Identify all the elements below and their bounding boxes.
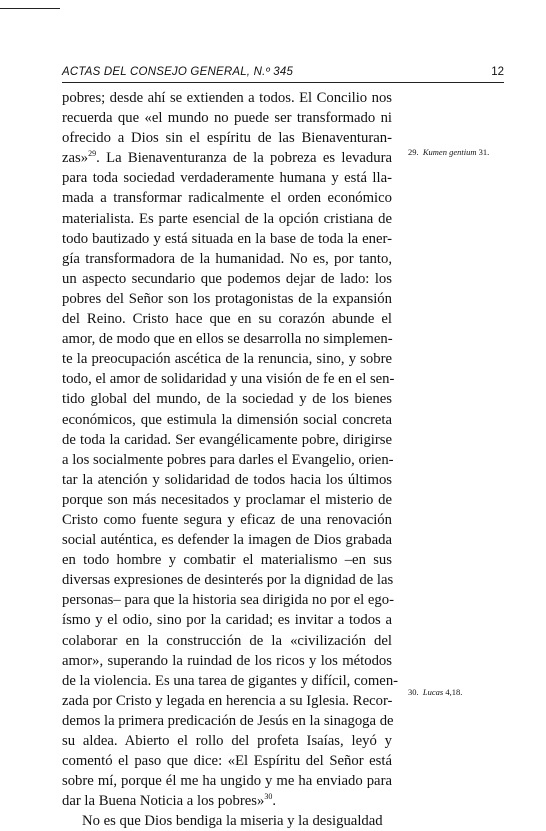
text-line	[62, 209, 392, 229]
text-line	[62, 229, 392, 249]
text-line	[62, 691, 392, 711]
line-text: No es que Dios bendiga la miseria y la desigualdad	[82, 813, 383, 830]
text-line	[62, 329, 392, 349]
text-line	[62, 168, 392, 188]
text-line	[62, 188, 392, 208]
top-corner-rule	[0, 8, 60, 9]
text-line	[62, 249, 392, 269]
text-line	[62, 651, 392, 671]
line-text: demos la primera predicación de Jesús en la sinagoga de	[62, 712, 394, 729]
page-number: 12	[491, 66, 504, 78]
text-line	[62, 88, 392, 108]
text-line	[62, 430, 392, 450]
footnote-ref: 31.	[478, 147, 490, 157]
text-line	[62, 751, 392, 771]
text-line	[62, 530, 392, 550]
text-line	[62, 410, 392, 430]
line-text: ísmo y el odio, sino por la caridad; es invitar a todos a	[62, 612, 392, 629]
running-header	[62, 64, 504, 82]
footnote-source: Lucas	[422, 687, 444, 697]
footnote-marker: 30	[264, 792, 273, 802]
text-line	[62, 570, 392, 590]
footnote-number: 30.	[408, 687, 419, 697]
line-text: tar la atención y solidaridad de todos hacia los últimos	[62, 471, 392, 488]
text-line	[62, 309, 392, 329]
line-text: sobre mí, porque él me ha ungido y me ha enviado para	[62, 773, 392, 790]
journal-title: ACTAS DEL CONSEJO GENERAL, N.º 345	[62, 66, 294, 78]
line-text: colaborar en la construcción de la «civilización del	[62, 632, 392, 649]
line-text: económicos, que estimula la dimensión social concreta	[62, 411, 392, 428]
line-text: Cristo como fuente segura y eficaz de una renovación	[62, 511, 392, 528]
text-line	[62, 108, 392, 128]
header-rule	[62, 82, 504, 83]
line-text: del Reino. Cristo hace que en su corazón abunde el	[62, 311, 392, 328]
text-line	[62, 450, 392, 470]
text-line	[62, 510, 392, 530]
line-text: zada por Cristo y legada en herencia a su Iglesia. Recor-	[62, 692, 393, 709]
text-line	[62, 631, 392, 651]
footnote-source: Kumen gentium	[422, 147, 477, 157]
line-text: amor, de modo que en ellos se desarrolla no simplemen-	[62, 331, 393, 348]
line-text: materialista. Es parte esencial de la opción cristiana de	[62, 210, 392, 227]
text-line	[62, 731, 392, 751]
line-text: diversas expresiones de desinterés por la dignidad de las	[62, 572, 394, 589]
line-text: dar la Buena Noticia a los pobres»	[62, 793, 265, 810]
text-line	[62, 711, 392, 731]
text-line	[62, 590, 392, 610]
text-line	[62, 470, 392, 490]
text-line	[62, 490, 392, 510]
line-text: de la violencia. Es una tarea de gigantes y difícil, comen-	[62, 672, 399, 689]
text-line	[62, 791, 392, 811]
text-line	[62, 269, 392, 289]
line-text: de toda la caridad. Ser evangélicamente pobre, dirigirse	[62, 431, 392, 448]
line-text: a los socialmente pobres para darles el Evangelio, orien-	[62, 451, 394, 468]
line-text: comentó el paso que dice: «El Espíritu del Señor está	[62, 753, 392, 770]
line-text: te la preocupación ascética de la renuncia, sino, y sobre	[62, 351, 392, 368]
line-text: mada a transformar radicalmente el orden económico	[62, 190, 392, 207]
footnote-29	[408, 147, 489, 157]
text-line	[62, 550, 392, 570]
line-text: en todo hombre y combatir el materialismo –en sus	[62, 552, 392, 569]
line-text: pobres; desde ahí se extienden a todos. El Concilio nos	[62, 90, 392, 106]
text-line	[62, 389, 392, 409]
line-text: amor», superando la ruindad de los ricos y los métodos	[62, 652, 392, 669]
line-text: personas– para que la historia sea dirigida no por el ego-	[62, 592, 394, 609]
text-line	[62, 610, 392, 630]
line-text: su aldea. Abierto el rollo del profeta Isaías, leyó y	[62, 733, 392, 749]
text-line	[62, 771, 392, 791]
text-line	[62, 671, 399, 691]
line-text: gía transformadora de la humanidad. No es, por tanto,	[62, 250, 392, 267]
line-text: zas»	[62, 150, 89, 167]
line-text: tido global del mundo, de la sociedad y de los bienes	[62, 391, 392, 408]
line-text-continued: . La Bienaventuranza de la pobreza es levadura	[96, 150, 392, 167]
line-text: para toda sociedad verdaderamente humana y está lla-	[62, 170, 392, 187]
text-line	[62, 128, 392, 148]
text-line	[62, 369, 395, 389]
body-text	[62, 88, 399, 831]
line-text: ofrecido a Dios sin el espíritu de las Bienaventuran-	[62, 130, 392, 147]
text-line	[62, 289, 392, 309]
line-text: todo, el amor de solidaridad y una visión de fe en el sen-	[62, 371, 395, 388]
footnote-marker: 29	[88, 149, 97, 159]
line-text: pobres del Señor son los protagonistas de la expansión	[62, 290, 392, 307]
text-line	[62, 349, 392, 369]
line-text-continued: .	[272, 793, 276, 810]
line-text: un aspecto secundario que podemos dejar de lado: los	[62, 270, 392, 287]
footnote-number: 29.	[408, 147, 419, 157]
footnote-30	[408, 687, 462, 697]
line-text: social auténtica, es defender la imagen de Dios grabada	[62, 532, 392, 549]
line-text: recuerda que «el mundo no puede ser transformado ni	[62, 110, 392, 127]
text-line	[62, 148, 392, 168]
line-text: todo bautizado y está situada en la base de toda la ener-	[62, 230, 392, 247]
text-line	[62, 811, 392, 831]
footnote-ref: 4,18.	[445, 687, 463, 697]
line-text: porque son más necesitados y proclamar el misterio de	[62, 491, 392, 508]
